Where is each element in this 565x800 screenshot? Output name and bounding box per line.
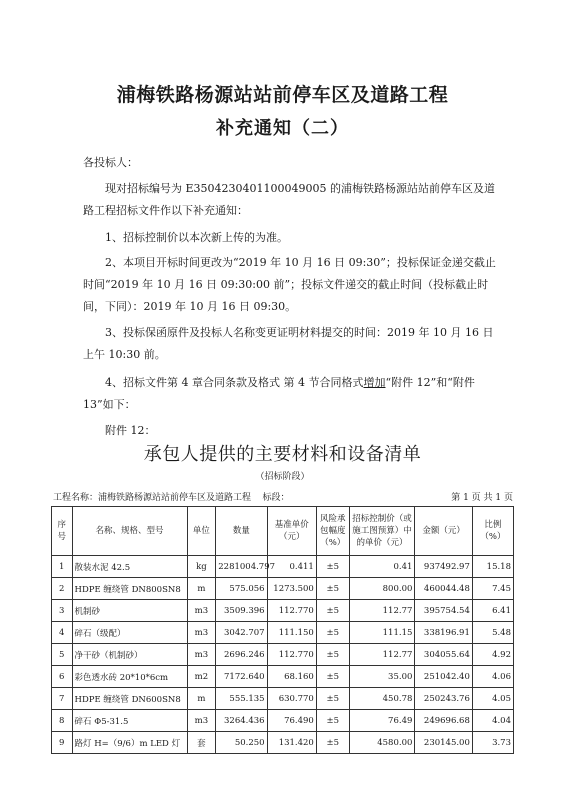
table-cell: 4 [52, 622, 73, 644]
table-cell: 131.420 [267, 732, 316, 754]
table-cell: 1273.500 [267, 578, 316, 600]
table-cell: 50.250 [216, 732, 267, 754]
table-title: 承包人提供的主要材料和设备清单 [143, 444, 422, 465]
table-cell: m3 [187, 644, 216, 666]
table-cell: 7 [52, 688, 73, 710]
table-cell: m2 [187, 666, 216, 688]
table-cell: 3264.436 [216, 710, 267, 732]
header-cell: 单位 [187, 507, 216, 556]
greeting: 各投标人： [83, 156, 138, 169]
notice-title: 浦梅铁路杨源站站前停车区及道路工程 [116, 84, 449, 106]
table-cell: 5.48 [472, 622, 513, 644]
table-cell: 250243.76 [415, 688, 472, 710]
table-cell: 4.92 [472, 644, 513, 666]
table-cell: ±5 [316, 732, 349, 754]
header-cell: 序号 [52, 507, 73, 556]
table-cell: 800.00 [349, 578, 415, 600]
section-label: 标段： [262, 493, 290, 503]
table-row [52, 666, 514, 688]
item-4-underlined: 增加 [363, 376, 386, 389]
table-cell: 3.73 [472, 732, 513, 754]
table-cell: 575.056 [216, 578, 267, 600]
table-row [52, 556, 514, 578]
table-cell: 460044.48 [415, 578, 472, 600]
header-cell: 金额（元） [415, 507, 472, 556]
table-cell: 450.78 [349, 688, 415, 710]
table-cell: m [187, 688, 216, 710]
table-cell: 249696.68 [415, 710, 472, 732]
table-cell: 304055.64 [415, 644, 472, 666]
table-row [52, 600, 514, 622]
table-cell: 111.150 [267, 622, 316, 644]
table-cell: m [187, 578, 216, 600]
table-cell: 2281004.797 [216, 556, 267, 578]
table-cell: 1 [52, 556, 73, 578]
table-cell: 净干砂（机制砂） [72, 644, 187, 666]
table-cell: 251042.40 [415, 666, 472, 688]
attachment-label: 附件 12： [105, 424, 156, 437]
table-cell: 395754.54 [415, 600, 472, 622]
table-cell: HDPE 缠绕管 DN800SN8 [72, 578, 187, 600]
page-indicator: 第 1 页 共 1 页 [451, 493, 513, 503]
table-row [52, 644, 514, 666]
table-cell: kg [187, 556, 216, 578]
table-cell: 112.77 [349, 644, 415, 666]
table-cell: 9 [52, 732, 73, 754]
table-cell: 112.770 [267, 644, 316, 666]
table-row [52, 732, 514, 754]
table-cell: 碎石 Φ5-31.5 [72, 710, 187, 732]
intro-paragraph: 现对招标编号为 E3504230401100049005 的浦梅铁路杨源站站前停车区及道路工程招标文件作以下补充通知： [83, 182, 495, 217]
table-cell: HDPE 缠绕管 DN600SN8 [72, 688, 187, 710]
table-cell: 4580.00 [349, 732, 415, 754]
table-cell: m3 [187, 710, 216, 732]
table-cell: 230145.00 [415, 732, 472, 754]
item-2: 2、本项目开标时间更改为“2019 年 10 月 16 日 09:30”；投标保证金递交截止时间“2019 年 10 月 16 日 09:30:00 前”；投标文件递交的截止时间（投标截止时间，下同）：2019 年 10 月 16 日 09:30。 [83, 256, 496, 313]
table-cell: 6 [52, 666, 73, 688]
table-cell: 2696.246 [216, 644, 267, 666]
table-cell: 5 [52, 644, 73, 666]
table-cell: 111.15 [349, 622, 415, 644]
table-cell: 35.00 [349, 666, 415, 688]
table-cell: m3 [187, 622, 216, 644]
table-cell: m3 [187, 600, 216, 622]
header-cell: 数量 [216, 507, 267, 556]
item-3: 3、投标保函原件及投标人名称变更证明材料提交的时间：2019 年 10 月 16 日上午 10:30 前。 [83, 326, 494, 361]
notice-subtitle: 补充通知（二） [216, 118, 349, 139]
table-cell: 套 [187, 732, 216, 754]
table-cell: ±5 [316, 622, 349, 644]
item-1: 1、招标控制价以本次新上传的为准。 [105, 231, 288, 244]
item-4-text-a: 4、招标文件第 4 章合同条款及格式 第 4 节合同格式 [105, 376, 364, 389]
header-cell: 基准单价（元） [267, 507, 316, 556]
table-cell: 0.41 [349, 556, 415, 578]
table-cell: 4.05 [472, 688, 513, 710]
table-cell: 碎石（级配） [72, 622, 187, 644]
table-cell: 3509.396 [216, 600, 267, 622]
table-cell: 3042.707 [216, 622, 267, 644]
item-4-text-b: “附件 12”和“附件 13”如下： [83, 376, 475, 411]
table-cell: 338196.91 [415, 622, 472, 644]
table-cell: 630.770 [267, 688, 316, 710]
table-cell: ±5 [316, 710, 349, 732]
table-row [52, 688, 514, 710]
table-cell: 7.45 [472, 578, 513, 600]
item-4 [83, 372, 503, 416]
table-cell: 路灯 H=（9/6）m LED 灯 [72, 732, 187, 754]
table-cell: 3 [52, 600, 73, 622]
header-cell: 招标控制价（或施工图预算）中的单价（元） [349, 507, 415, 556]
table-cell: 76.49 [349, 710, 415, 732]
table-cell: 112.770 [267, 600, 316, 622]
table-cell: 7172.640 [216, 666, 267, 688]
table-cell: ±5 [316, 666, 349, 688]
table-cell: ±5 [316, 644, 349, 666]
table-cell: 8 [52, 710, 73, 732]
header-cell: 名称、规格、型号 [72, 507, 187, 556]
table-cell: 0.411 [267, 556, 316, 578]
table-cell: 4.06 [472, 666, 513, 688]
table-row [52, 710, 514, 732]
materials-table [51, 506, 514, 754]
table-row [52, 622, 514, 644]
table-cell: ±5 [316, 556, 349, 578]
table-cell: 2 [52, 578, 73, 600]
table-cell: 15.18 [472, 556, 513, 578]
table-cell: 937492.97 [415, 556, 472, 578]
table-cell: ±5 [316, 578, 349, 600]
table-cell: 76.490 [267, 710, 316, 732]
table-cell: ±5 [316, 688, 349, 710]
table-cell: 112.77 [349, 600, 415, 622]
table-row [52, 578, 514, 600]
header-cell: 比例（%） [472, 507, 513, 556]
header-cell: 风险承包幅度（%） [316, 507, 349, 556]
table-cell: 散装水泥 42.5 [72, 556, 187, 578]
table-header-row [52, 507, 514, 556]
table-cell: 4.04 [472, 710, 513, 732]
table-cell: 机制砂 [72, 600, 187, 622]
table-cell: 6.41 [472, 600, 513, 622]
table-cell: ±5 [316, 600, 349, 622]
table-cell: 555.135 [216, 688, 267, 710]
project-name [53, 490, 289, 503]
table-subtitle: （招标阶段） [255, 472, 310, 482]
project-label: 工程名称：浦梅铁路杨源站站前停车区及道路工程 [53, 493, 252, 503]
table-cell: 彩色透水砖 20*10*6cm [72, 666, 187, 688]
table-cell: 68.160 [267, 666, 316, 688]
